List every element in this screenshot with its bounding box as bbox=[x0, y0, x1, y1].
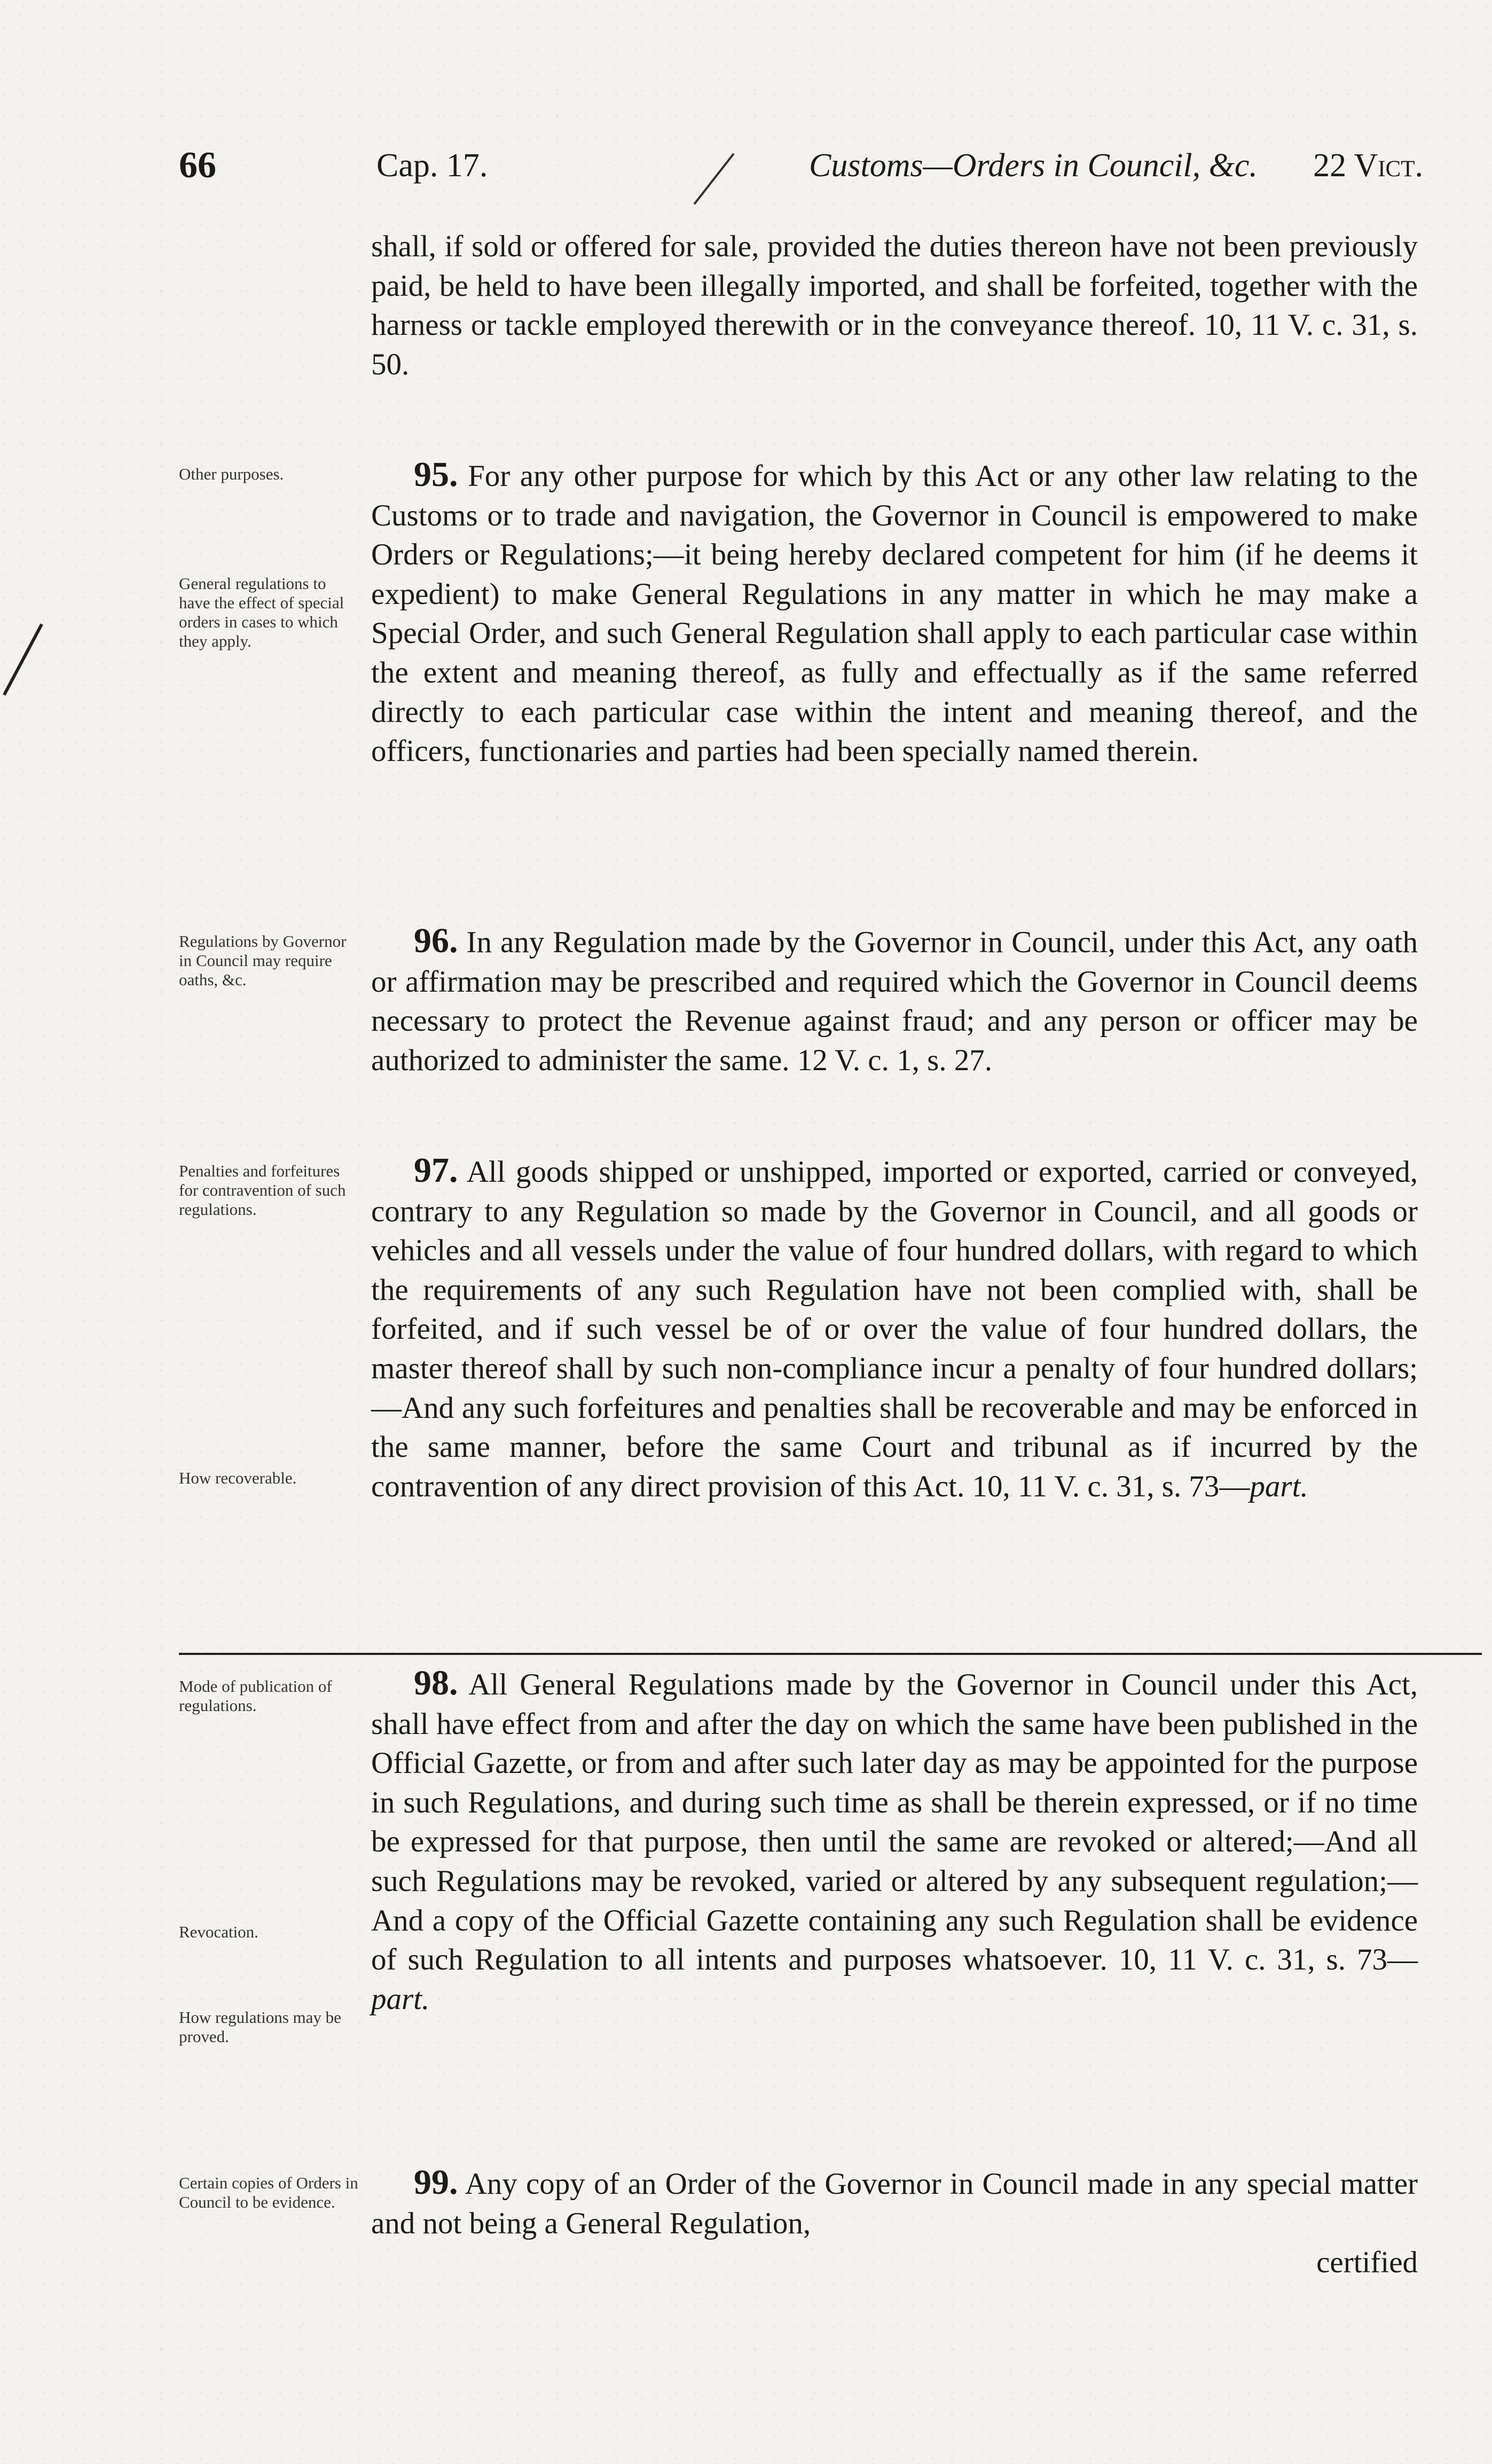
section-number: 95. bbox=[414, 455, 458, 494]
continuation-paragraph bbox=[371, 227, 1418, 384]
running-header bbox=[179, 136, 1423, 195]
section-number: 98. bbox=[414, 1663, 458, 1702]
section-96 bbox=[371, 921, 1418, 1080]
section-number: 99. bbox=[414, 2163, 458, 2202]
section-number: 97. bbox=[414, 1151, 458, 1190]
section-suffix: part. bbox=[371, 1982, 430, 2016]
margin-note-other-purposes: Other purposes. bbox=[179, 465, 284, 483]
margin-note-certain-copies: Certain copies of Orders in Council to be evidence. bbox=[179, 2173, 358, 2211]
section-95 bbox=[371, 455, 1418, 771]
margin-note-how-recoverable: How recoverable. bbox=[179, 1469, 297, 1487]
margin-note-general-regulations: General regulations to have the effect of special orders in cases to which they apply. bbox=[179, 574, 344, 650]
regnal-year: 22 Vict. bbox=[1313, 147, 1423, 184]
catchword: certified bbox=[1316, 2246, 1418, 2280]
section-text: In any Regulation made by the Governor in Council, under this Act, any oath or affirmation may be prescribed and required which the Governor in Council deems necessary to protect the Revenue against fraud; and any person or officer may be authorized to administer the same. 12 V. c. 1, s. 27. bbox=[371, 925, 1418, 1077]
margin-note-regulations-oaths: Regulations by Governor in Council may require oaths, &c. bbox=[179, 932, 347, 989]
section-suffix: part. bbox=[1250, 1469, 1308, 1503]
section-text: For any other purpose for which by this Act or any other law relating to the Customs or to trade and navigation, the Governor in Council is empowered to make Orders or Regulations;—it being hereby declared competent for him (if he deems it expedient) to make General Regulations in any matter in which he may make a Special Order, and such General Regulation shall apply to each particular case within the extent and meaning thereof, as fully and effectually as if the same referred directly to each particular case within the intent and meaning thereof, and the officers, functionaries and parties had been specially named therein. bbox=[371, 459, 1418, 768]
section-97 bbox=[371, 1151, 1418, 1506]
pencil-mark bbox=[3, 623, 43, 695]
pencil-slash bbox=[693, 153, 734, 205]
running-title: Customs—Orders in Council, &c. bbox=[809, 147, 1258, 184]
section-number: 96. bbox=[414, 921, 458, 960]
margin-note-mode-publication: Mode of publication of regulations. bbox=[179, 1677, 332, 1715]
margin-note-revocation: Revocation. bbox=[179, 1922, 258, 1941]
section-98 bbox=[371, 1663, 1418, 2019]
section-text: Any copy of an Order of the Governor in Council made in any special matter and not being a General Regulation, bbox=[371, 2167, 1418, 2240]
page-number: 66 bbox=[179, 145, 216, 186]
margin-note-penalties: Penalties and forfeitures for contravention of such regulations. bbox=[179, 1162, 346, 1219]
section-text: All goods shipped or unshipped, imported or exported, carried or conveyed, contrary to any Regulation so made by the Governor in Council, and all goods or vehicles and all vessels under the value of four hundred dollars, with regard to which the requirements of any such Regulation have not been complied with, shall be forfeited, and if such vessel be of or over the value of four hundred dollars, the master thereof shall by such non-compliance incur a penalty of four hundred dollars;—And any such forfeitures and penalties shall be recoverable and may be enforced in the same manner, before the same Court and tribunal as if incurred by the contravention of any direct provision of this Act. 10, 11 V. c. 31, s. 73— bbox=[371, 1155, 1418, 1503]
horizontal-rule bbox=[179, 1653, 1482, 1655]
chapter-number: Cap. 17. bbox=[376, 147, 488, 184]
section-99 bbox=[371, 2163, 1418, 2282]
section-text: All General Regulations made by the Governor in Council under this Act, shall have effect from and after the day on which the same have been published in the Official Gazette, or from and after such later day as may be appointed for the purpose in such Regulations, and during such time as shall be therein expressed, or if no time be expressed for that purpose, then until the same are revoked or altered;—And all such Regulations may be revoked, varied or altered by any subsequent regulation;—And a copy of the Official Gazette containing any such Regulation shall be evidence of such Regulation to all intents and purposes whatsoever. 10, 11 V. c. 31, s. 73— bbox=[371, 1668, 1418, 1977]
continuation-text: shall, if sold or offered for sale, provided the duties thereon have not been previously paid, be held to have been illegally imported, and shall be forfeited, together with the harness or tackle employed therewith or in the conveyance thereof. 10, 11 V. c. 31, s. 50. bbox=[371, 230, 1418, 381]
margin-note-how-proved: How regulations may be proved. bbox=[179, 2008, 341, 2046]
